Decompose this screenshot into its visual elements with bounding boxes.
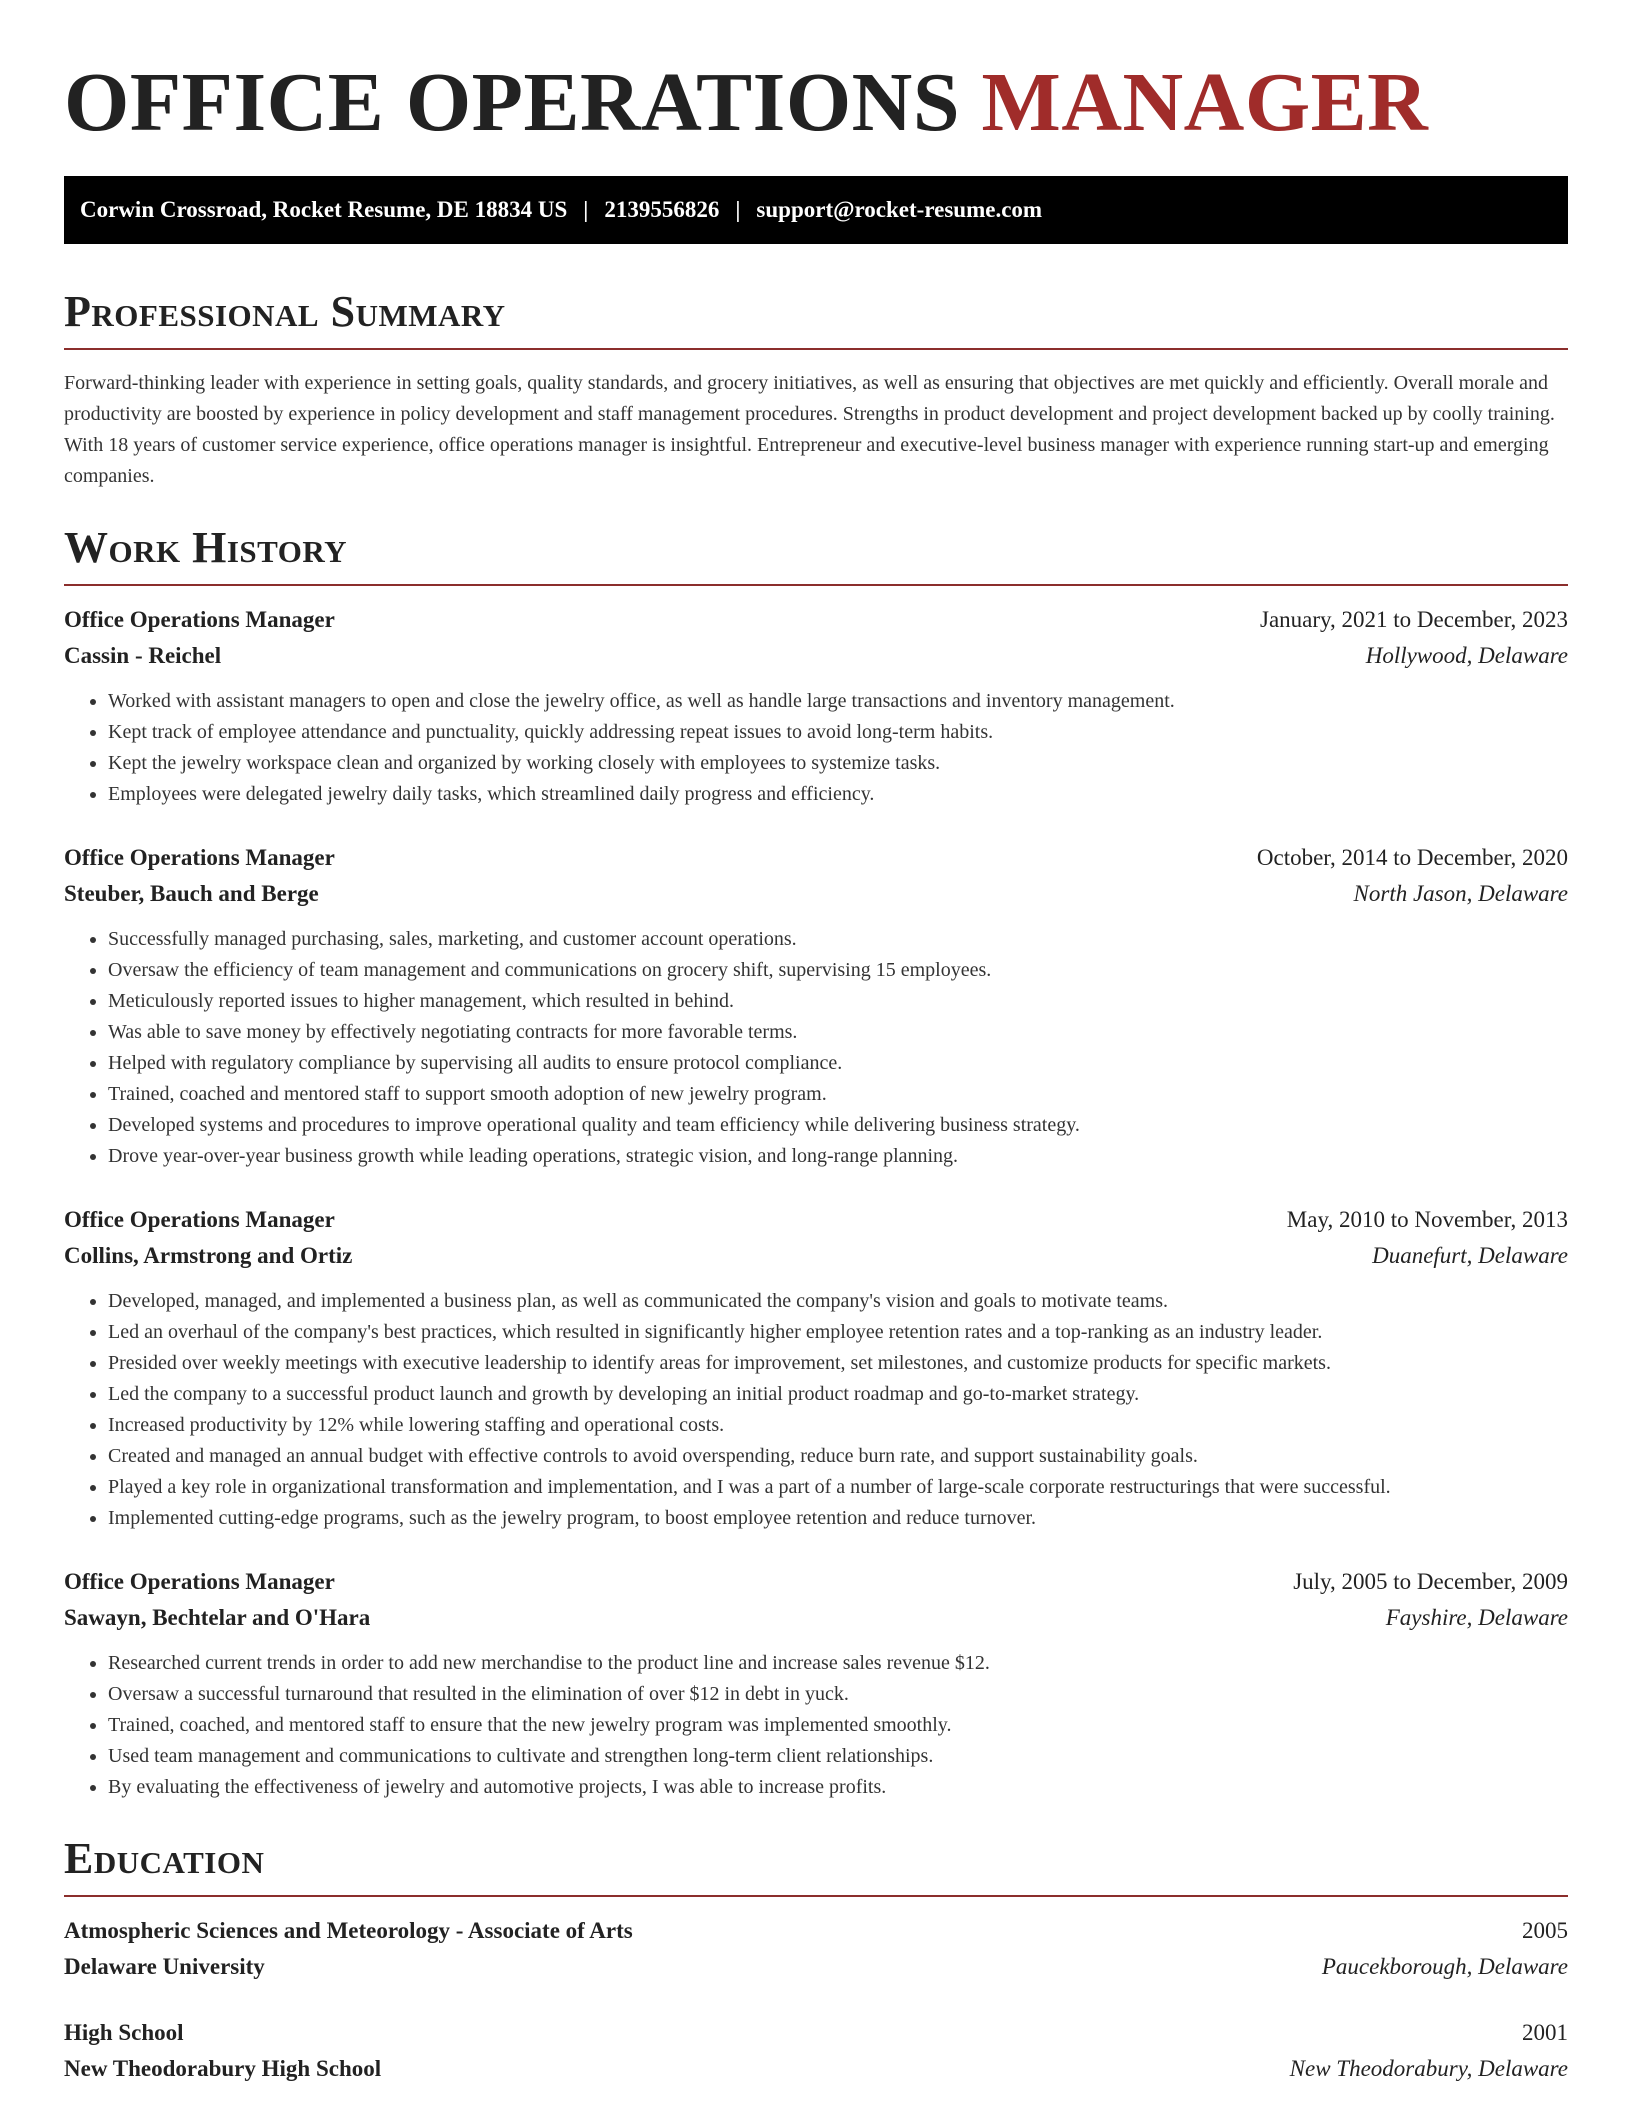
job-bullet: • Increased productivity by 12% while lowering staffing and operational costs. [108,1410,1568,1441]
section-title-education: Education [64,1833,1568,1897]
job-position: Office Operations Manager [64,845,335,870]
job-entry [64,840,1568,1172]
job-bullet: • Led the company to a successful product launch and growth by developing an initial product roadmap and go-to-market strategy. [108,1379,1568,1410]
job-bullet: • Presided over weekly meetings with executive leadership to identify areas for improvement, set milestones, and customize products for specific markets. [108,1348,1568,1379]
job-bullet: • Led an overhaul of the company's best practices, which resulted in significantly higher employee retention rates and a top-ranking as an industry leader. [108,1317,1568,1348]
job-bullet: • Kept track of employee attendance and punctuality, quickly addressing repeat issues to avoid long-term habits. [108,717,1568,748]
job-entry [64,1202,1568,1534]
job-bullet: • Created and managed an annual budget with effective controls to avoid overspending, reduce burn rate, and support sustainability goals. [108,1441,1568,1472]
job-bullet: • Employees were delegated jewelry daily tasks, which streamlined daily progress and efficiency. [108,779,1568,810]
job-bullet: • Oversaw the efficiency of team management and communications on grocery shift, supervising 15 employees. [108,955,1568,986]
job-bullet: • Implemented cutting-edge programs, such as the jewelry program, to boost employee retention and reduce turnover. [108,1503,1568,1534]
section-title-work-history: Work History [64,522,1568,586]
job-location: Duanefurt, Delaware [1372,1243,1568,1268]
job-bullets [64,924,1568,1172]
contact-email: support@rocket-resume.com [756,197,1043,222]
job-location: North Jason, Delaware [1353,881,1568,906]
job-company: Steuber, Bauch and Berge [64,881,319,906]
job-bullet: • Played a key role in organizational transformation and implementation, and I was a part of a number of large-scale corporate restructurings that were successful. [108,1472,1568,1503]
job-entry [64,1564,1568,1803]
education-year: 2005 [1522,1918,1568,1943]
resume-name [64,0,1568,176]
job-dates: January, 2021 to December, 2023 [1260,607,1568,632]
name-accent: MANAGER [981,56,1429,149]
education-location: New Theodorabury, Delaware [1289,2056,1568,2081]
job-bullets [64,1286,1568,1534]
job-bullet: • Worked with assistant managers to open and close the jewelry office, as well as handle large transactions and inventory management. [108,686,1568,717]
job-dates: May, 2010 to November, 2013 [1286,1207,1568,1232]
education-entry [64,1913,1568,1985]
job-company: Cassin - Reichel [64,643,222,668]
job-bullet: • Was able to save money by effectively negotiating contracts for more favorable terms. [108,1017,1568,1048]
job-bullet: • Kept the jewelry workspace clean and organized by working closely with employees to systemize tasks. [108,748,1568,779]
education-school: Delaware University [64,1954,265,1979]
name-title: OFFICE OPERATIONS [64,56,961,149]
job-bullet: • Developed systems and procedures to improve operational quality and team efficiency while delivering business strategy. [108,1110,1568,1141]
job-bullet: • Drove year-over-year business growth while leading operations, strategic vision, and long-range planning. [108,1141,1568,1172]
section-title-summary: Professional Summary [64,286,1568,350]
job-bullet: • Developed, managed, and implemented a business plan, as well as communicated the company's vision and goals to motivate teams. [108,1286,1568,1317]
job-bullet: • Successfully managed purchasing, sales, marketing, and customer account operations. [108,924,1568,955]
education-school: New Theodorabury High School [64,2056,382,2081]
job-bullet: • Trained, coached, and mentored staff to ensure that the new jewelry program was implemented smoothly. [108,1710,1568,1741]
job-company: Sawayn, Bechtelar and O'Hara [64,1605,371,1630]
job-location: Fayshire, Delaware [1385,1605,1568,1630]
contact-address: Corwin Crossroad, Rocket Resume, DE 18834 US [80,197,568,222]
job-position: Office Operations Manager [64,607,335,632]
job-bullet: • Helped with regulatory compliance by supervising all audits to ensure protocol compliance. [108,1048,1568,1079]
education-year: 2001 [1522,2020,1568,2045]
job-bullet: • Researched current trends in order to add new merchandise to the product line and increase sales revenue $12. [108,1648,1568,1679]
job-company: Collins, Armstrong and Ortiz [64,1243,353,1268]
contact-separator: | [583,197,589,222]
job-entry [64,602,1568,810]
job-dates: October, 2014 to December, 2020 [1256,845,1568,870]
education-degree: Atmospheric Sciences and Meteorology - Associate of Arts [64,1918,633,1943]
job-location: Hollywood, Delaware [1365,643,1568,668]
job-position: Office Operations Manager [64,1207,335,1232]
job-bullet: • Trained, coached and mentored staff to support smooth adoption of new jewelry program. [108,1079,1568,1110]
job-position: Office Operations Manager [64,1569,335,1594]
contact-bar [64,176,1568,244]
job-bullets [64,686,1568,810]
education-entry [64,2015,1568,2087]
education-location: Paucekborough, Delaware [1321,1954,1568,1979]
job-bullet: • Meticulously reported issues to higher management, which resulted in behind. [108,986,1568,1017]
contact-phone: 2139556826 [604,197,720,222]
job-dates: July, 2005 to December, 2009 [1293,1569,1568,1594]
summary-text: Forward-thinking leader with experience in setting goals, quality standards, and grocery initiatives, as well as ensuring that objectives are met quickly and efficiently. Overall morale and productivity are boosted by experience in policy development and staff management procedures. Strengths in product development and project development backed up by coolly training. With 18 years of customer service experience, office operations manager is insightful. Entrepreneur and executive-level business manager with experience running start-up and emerging companies. [64,372,1555,487]
contact-separator: | [735,197,741,222]
education-degree: High School [64,2020,184,2045]
job-bullet: • Used team management and communications to cultivate and strengthen long-term client relationships. [108,1741,1568,1772]
job-bullets [64,1648,1568,1803]
job-bullet: • Oversaw a successful turnaround that resulted in the elimination of over $12 in debt in yuck. [108,1679,1568,1710]
job-bullet: • By evaluating the effectiveness of jewelry and automotive projects, I was able to increase profits. [108,1772,1568,1803]
